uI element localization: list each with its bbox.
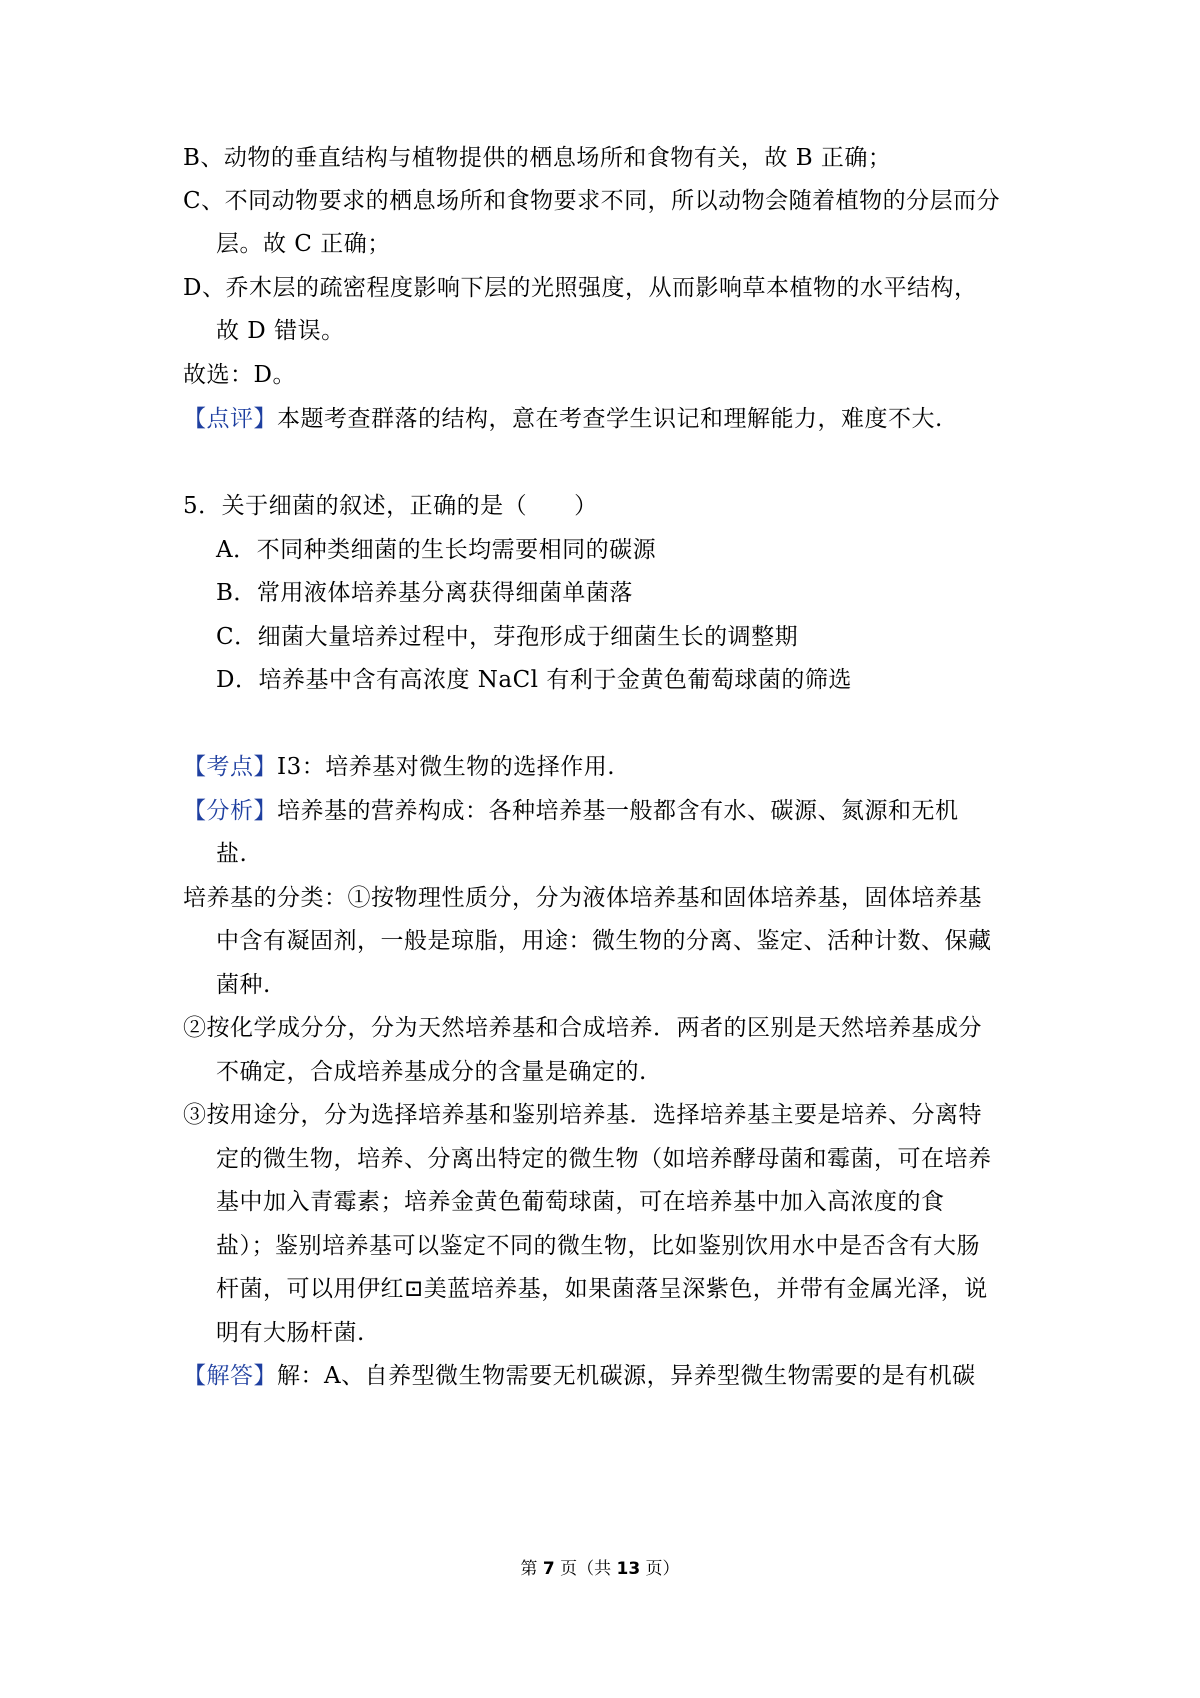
solution-option-d-line1: D、乔木层的疏密程度影响下层的光照强度，从而影响草本植物的水平结构，: [183, 275, 978, 301]
comment-tag: 【点评】: [183, 406, 277, 432]
classification-line3: 菌种.: [216, 972, 271, 998]
footer-middle: 页（共: [554, 1559, 617, 1579]
footer-prefix: 第: [520, 1559, 543, 1579]
footer-page-number: 7: [542, 1559, 555, 1579]
classification-line5: 不确定，合成培养基成分的含量是确定的.: [216, 1059, 647, 1085]
question-option-c: C．细菌大量培养过程中，芽孢形成于细菌生长的调整期: [216, 624, 799, 650]
classification-line7: 定的微生物，培养、分离出特定的微生物（如培养酵母菌和霉菌，可在培养: [216, 1146, 992, 1172]
answer-choice: 故选：D。: [183, 362, 296, 388]
fenxi-line2: 盐.: [216, 841, 248, 867]
footer-suffix: 页）: [640, 1559, 680, 1579]
solution-option-b: B、动物的垂直结构与植物提供的栖息场所和食物有关，故 B 正确；: [183, 145, 892, 171]
fenxi-line1: [183, 796, 1043, 826]
question-stem: 5．关于细菌的叙述，正确的是（ ）: [183, 493, 598, 519]
kaodian-paragraph: [183, 752, 1043, 782]
kaodian-text: I3：培养基对微生物的选择作用.: [277, 754, 616, 780]
question-option-b: B．常用液体培养基分离获得细菌单菌落: [216, 580, 633, 606]
question-option-d: D．培养基中含有高浓度 NaCl 有利于金黄色葡萄球菌的筛选: [216, 667, 852, 693]
classification-line1: 培养基的分类：①按物理性质分，分为液体培养基和固体培养基，固体培养基: [183, 885, 982, 911]
solution-option-c-line1: C、不同动物要求的栖息场所和食物要求不同，所以动物会随着植物的分层而分: [183, 188, 1001, 214]
solution-option-c-line2: 层。故 C 正确；: [216, 231, 391, 257]
fenxi-text: 培养基的营养构成：各种培养基一般都含有水、碳源、氮源和无机: [277, 798, 959, 824]
classification-line11: 明有大肠杆菌.: [216, 1320, 365, 1346]
jieda-paragraph: [183, 1361, 1043, 1391]
fenxi-tag: 【分析】: [183, 798, 277, 824]
solution-option-d-line2: 故 D 错误。: [216, 318, 345, 344]
question-option-a: A．不同种类细菌的生长均需要相同的碳源: [216, 537, 657, 563]
comment-text: 本题考查群落的结构，意在考查学生识记和理解能力，难度不大.: [277, 406, 943, 432]
jieda-text: 解：A、自养型微生物需要无机碳源，异养型微生物需要的是有机碳: [277, 1363, 976, 1389]
classification-line4: ②按化学成分分，分为天然培养基和合成培养．两者的区别是天然培养基成分: [183, 1015, 982, 1041]
kaodian-tag: 【考点】: [183, 754, 277, 780]
classification-line6: ③按用途分，分为选择培养基和鉴别培养基．选择培养基主要是培养、分离特: [183, 1102, 982, 1128]
jieda-tag: 【解答】: [183, 1363, 277, 1389]
classification-line10: 杆菌，可以用伊红⊡美蓝培养基，如果菌落呈深紫色，并带有金属光泽，说: [216, 1276, 988, 1302]
classification-line2: 中含有凝固剂，一般是琼脂，用途：微生物的分离、鉴定、活种计数、保藏: [216, 928, 992, 954]
footer-total-pages: 13: [616, 1559, 641, 1579]
classification-line8: 基中加入青霉素；培养金黄色葡萄球菌，可在培养基中加入高浓度的食: [216, 1189, 945, 1215]
page-footer: [0, 1557, 1200, 1581]
comment-paragraph: [183, 404, 1043, 434]
classification-line9: 盐）；鉴别培养基可以鉴定不同的微生物，比如鉴别饮用水中是否含有大肠: [216, 1233, 980, 1259]
